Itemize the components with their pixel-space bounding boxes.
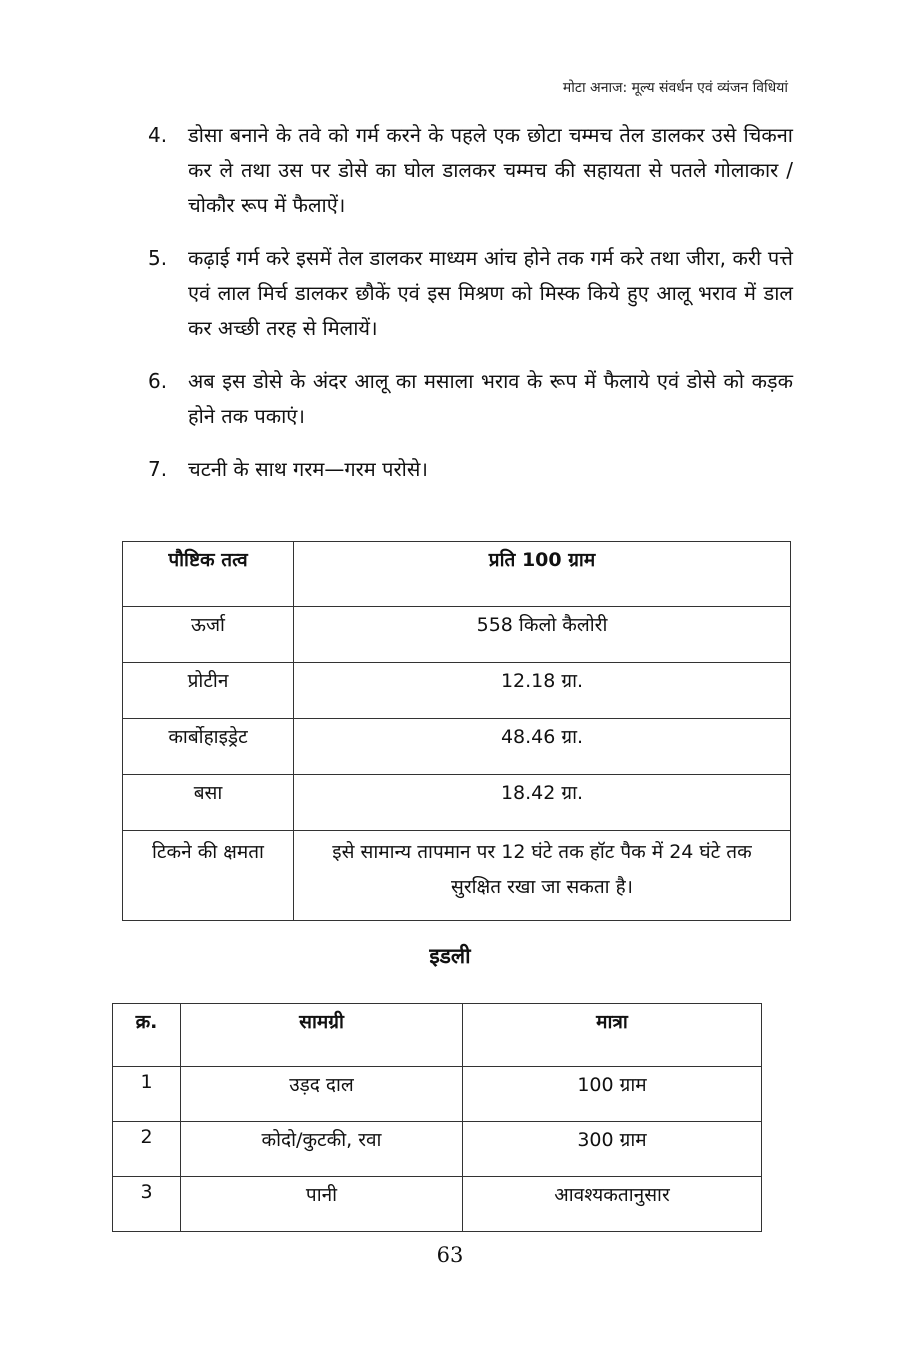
ingredient-name: कोदो/कुटकी, रवा [181,1122,463,1177]
nutrient-name: कार्बोहाइड्रेट [123,719,294,775]
table-row [123,719,791,775]
list-item [148,452,793,487]
nutrient-value: इसे सामान्य तापमान पर 12 घंटे तक हॉट पैक में 24 घंटे तक सुरक्षित रखा जा सकता है। [294,831,791,921]
serial-number: 2 [113,1122,181,1177]
table-header-row [113,1004,762,1067]
nutrition-table [122,541,791,921]
table-row [113,1177,762,1232]
step-text: अब इस डोसे के अंदर आलू का मसाला भराव के रूप में फैलाये एवं डोसे को कड़क होने तक पकाएं। [188,369,793,428]
column-header-serial: क्र. [113,1004,181,1067]
nutrient-value: 12.18 ग्रा. [294,663,791,719]
running-header: मोटा अनाज: मूल्य संवर्धन एवं व्यंजन विधियां [562,80,788,96]
ingredient-quantity: 100 ग्राम [463,1067,762,1122]
table-row [123,663,791,719]
nutrient-value: 48.46 ग्रा. [294,719,791,775]
serial-number: 1 [113,1067,181,1122]
ingredient-name: पानी [181,1177,463,1232]
step-number: 5. [148,246,168,270]
step-text: डोसा बनाने के तवे को गर्म करने के पहले एक छोटा चम्मच तेल डालकर उसे चिकना कर ले तथा उस पर डोसे का घोल डालकर चम्मच की सहायता से पतले गोलाकार /चोकौर रूप में फैलाऐं। [188,123,793,217]
nutrient-name: टिकने की क्षमता [123,831,294,921]
column-header-quantity: मात्रा [463,1004,762,1067]
list-item [148,241,793,346]
nutrient-name: बसा [123,775,294,831]
step-number: 6. [148,369,168,393]
table-row [113,1067,762,1122]
table-row [113,1122,762,1177]
serial-number: 3 [113,1177,181,1232]
table-row [123,607,791,663]
page-number: 63 [436,1243,464,1267]
column-header-ingredient: सामग्री [181,1004,463,1067]
section-title: इडली [429,944,471,968]
step-text: कढ़ाई गर्म करे इसमें तेल डालकर माध्यम आंच होने तक गर्म करे तथा जीरा, करी पत्ते एवं लाल मिर्च डालकर छौकें एवं इस मिश्रण को मिस्क किये हुए आलू भराव में डाल कर अच्छी तरह से मिलायें। [188,246,793,340]
ingredient-name: उड़द दाल [181,1067,463,1122]
nutrient-name: ऊर्जा [123,607,294,663]
ingredient-quantity: आवश्यकतानुसार [463,1177,762,1232]
list-item [148,118,793,223]
step-text: चटनी के साथ गरम—गरम परोसे। [188,457,428,481]
column-header-nutrient: पौष्टिक तत्व [123,542,294,607]
ingredient-quantity: 300 ग्राम [463,1122,762,1177]
step-number: 7. [148,457,168,481]
nutrient-value: 18.42 ग्रा. [294,775,791,831]
table-row [123,831,791,921]
nutrient-value: 558 किलो कैलोरी [294,607,791,663]
table-row [123,775,791,831]
column-header-per-100g: प्रति 100 ग्राम [294,542,791,607]
list-item [148,364,793,434]
table-header-row [123,542,791,607]
recipe-steps-list [148,118,793,487]
step-number: 4. [148,123,168,147]
ingredients-table [112,1003,762,1232]
nutrient-name: प्रोटीन [123,663,294,719]
